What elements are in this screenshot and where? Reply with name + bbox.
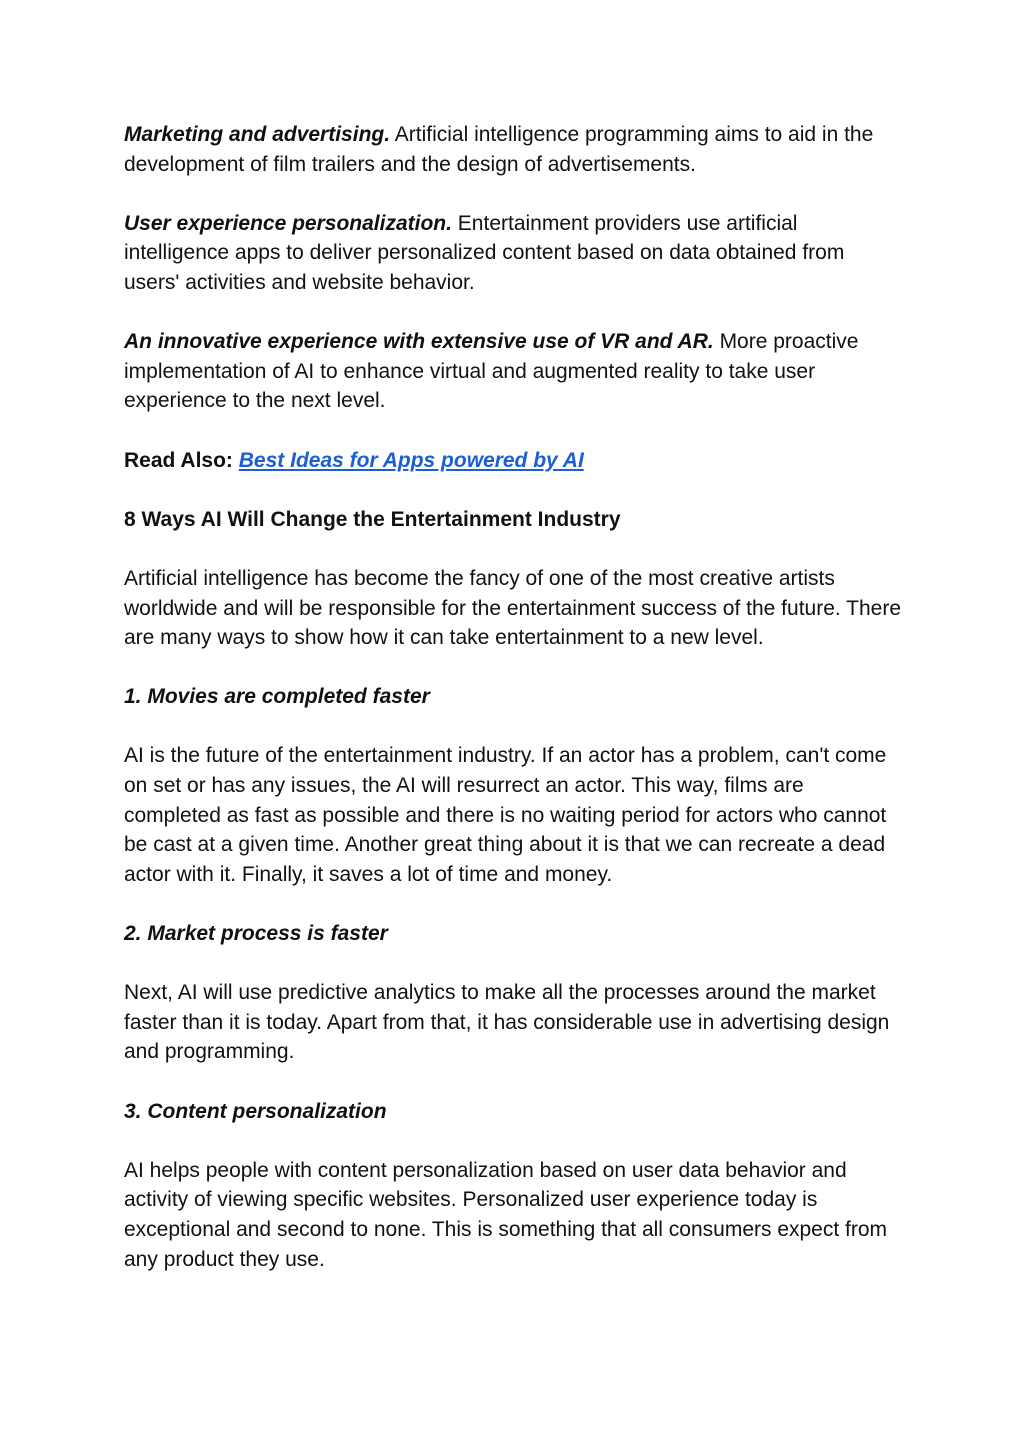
paragraph-lead: An innovative experience with extensive use of VR and AR. (124, 330, 714, 354)
document-page (124, 120, 904, 1304)
intro-paragraph: Artificial intelligence has become the fancy of one of the most creative artists worldwide and will be responsible for the entertainment success of the future. There are many ways to show how it can take entertainment to a new level. (124, 566, 902, 650)
paragraph-lead: Marketing and advertising. (124, 123, 391, 146)
item-body: Next, AI will use predictive analytics to make all the processes around the market faster than it is today. Apart from that, it has considerable use in advertising design and programming. (124, 981, 890, 1064)
item-title: 1. Movies are completed faster (124, 685, 430, 709)
paragraph-vr-ar (124, 327, 904, 416)
section-title: 8 Ways AI Will Change the Entertainment Industry (124, 507, 621, 531)
item-title: 3. Content personalization (124, 1099, 387, 1123)
paragraph-body: Entertainment providers use artificial intelligence apps to deliver personalized content based on data obtained from users' activities and website behavior. (124, 211, 845, 294)
paragraph-body: Artificial intelligence programming aims to aid in the development of film trailers and the design of advertisements. (124, 123, 874, 176)
read-also (124, 446, 904, 476)
item-title: 2. Market process is faster (124, 922, 388, 946)
read-also-link[interactable]: Best Ideas for Apps powered by AI (238, 448, 584, 472)
paragraph-marketing (124, 120, 904, 179)
paragraph-body: More proactive implementation of AI to enhance virtual and augmented reality to take user experience to the next level. (124, 330, 859, 413)
paragraph-personalization (124, 209, 904, 298)
item-body: AI is the future of the entertainment industry. If an actor has a problem, can't come on set or has any issues, the AI will resurrect an actor. This way, films are completed as fast as possible and there is no waiting period for actors who cannot be cast at a given time. Another great thing about it is that we can recreate a dead actor with it. Finally, it saves a lot of time and money. (124, 744, 887, 886)
read-also-label: Read Also: (124, 448, 233, 472)
paragraph-lead: User experience personalization. (124, 211, 452, 235)
item-body: AI helps people with content personalization based on user data behavior and activity of viewing specific websites. Personalized user experience today is exceptional and second to none. This is something that all consumers expect from any product they use. (124, 1158, 888, 1271)
